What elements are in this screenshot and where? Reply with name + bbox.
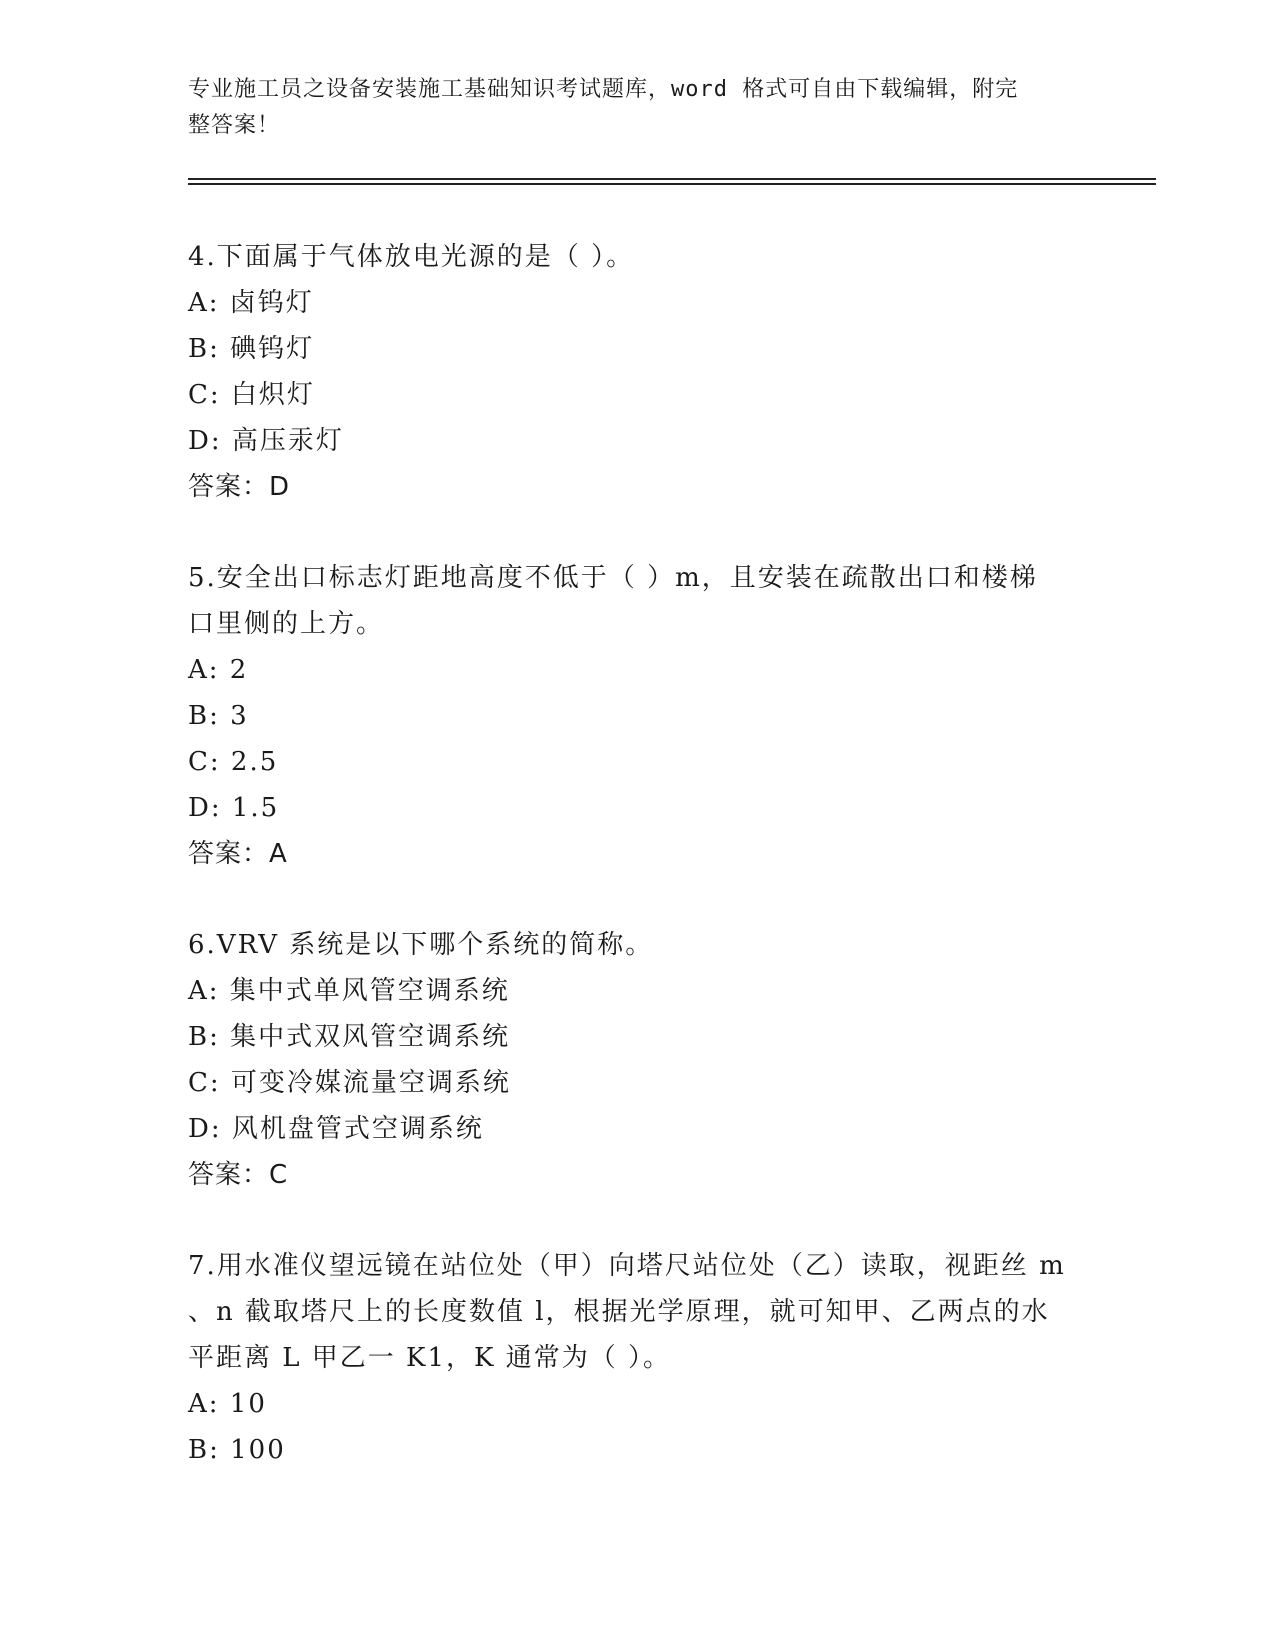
option-b: B: 100	[188, 1435, 286, 1465]
option-c: C: 白炽灯	[188, 380, 315, 410]
question-stem-line-2: 口里侧的上方。	[188, 609, 385, 639]
answer-label: 答案：A	[188, 839, 288, 869]
document-header	[188, 72, 1068, 144]
header-line-1: 专业施工员之设备安装施工基础知识考试题库，word 格式可自由下载编辑，附完	[188, 77, 1019, 102]
question-stem: 6.VRV 系统是以下哪个系统的简称。	[188, 930, 654, 960]
option-a: A: 卤钨灯	[188, 288, 314, 318]
option-c: C: 可变冷媒流量空调系统	[188, 1068, 511, 1098]
question-4	[188, 234, 1088, 510]
question-stem: 4.下面属于气体放电光源的是（ ）。	[188, 242, 635, 272]
option-a: A: 集中式单风管空调系统	[188, 976, 510, 1006]
option-b: B: 集中式双风管空调系统	[188, 1022, 511, 1052]
question-stem-line-1: 7.用水准仪望远镜在站位处（甲）向塔尺站位处（乙）读取，视距丝 m	[188, 1251, 1066, 1281]
option-d: D: 1.5	[188, 793, 280, 823]
question-5	[188, 555, 1088, 877]
option-d: D: 高压汞灯	[188, 426, 344, 456]
option-b: B: 碘钨灯	[188, 334, 315, 364]
option-b: B: 3	[188, 701, 249, 731]
question-7	[188, 1243, 1088, 1473]
question-stem-line-2: 、n 截取塔尺上的长度数值 l，根据光学原理，就可知甲、乙两点的水	[188, 1297, 1050, 1327]
header-line-2: 整答案！	[188, 113, 281, 138]
answer-label: 答案：D	[188, 472, 291, 502]
question-stem-line-1: 5.安全出口标志灯距地高度不低于（ ）m，且安装在疏散出口和楼梯	[188, 563, 1038, 593]
answer-label: 答案：C	[188, 1160, 289, 1190]
option-d: D: 风机盘管式空调系统	[188, 1114, 484, 1144]
question-stem-line-3: 平距离 L 甲乙一 K1，K 通常为（ ）。	[188, 1343, 671, 1373]
option-a: A: 2	[188, 655, 249, 685]
header-divider-bottom	[188, 183, 1156, 185]
question-6	[188, 922, 1088, 1198]
option-a: A: 10	[188, 1389, 267, 1419]
header-divider-top	[188, 178, 1156, 180]
option-c: C: 2.5	[188, 747, 279, 777]
